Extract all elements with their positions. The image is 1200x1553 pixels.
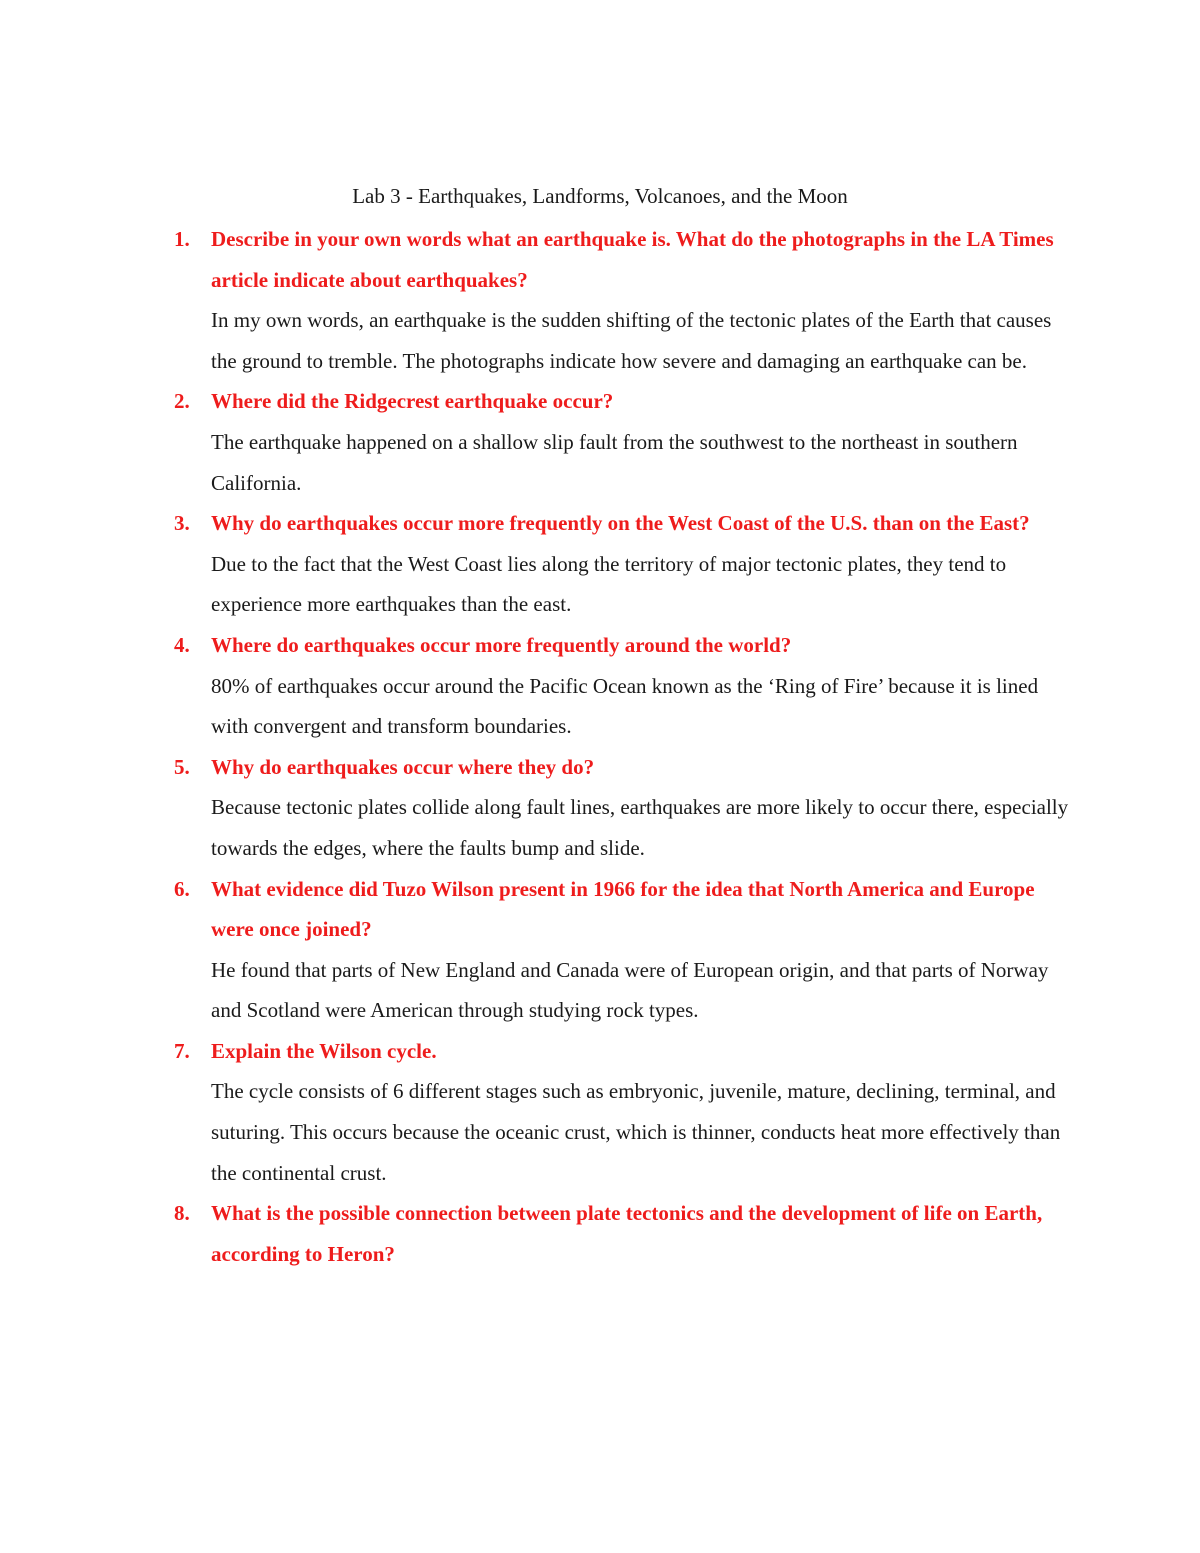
question-text: Why do earthquakes occur more frequently on the West Coast of the U.S. than on the East? (211, 511, 1030, 536)
question-number: 6. (174, 876, 190, 901)
question-text: Where do earthquakes occur more frequently around the world? (211, 632, 792, 657)
answer-text: He found that parts of New England and Canada were of European origin, and that parts of Norway and Scotland were American through studying rock types. (211, 957, 1049, 1023)
qa-item-4 (0, 625, 1200, 747)
question-number: 3. (174, 511, 190, 536)
answer-text: The earthquake happened on a shallow slip fault from the southwest to the northeast in southern California. (211, 429, 1018, 495)
qa-item-1 (0, 219, 1200, 381)
question-text: What evidence did Tuzo Wilson present in 1966 for the idea that North America and Europe were once joined? (211, 876, 1035, 942)
question-number: 5. (174, 754, 190, 779)
answer-text: The cycle consists of 6 different stages such as embryonic, juvenile, mature, declining, terminal, and suturing. This occurs because the oceanic crust, which is thinner, conducts heat more effectively than the continental crust. (211, 1079, 1061, 1185)
document-title: Lab 3 - Earthquakes, Landforms, Volcanoes, and the Moon (352, 184, 848, 208)
question-list (0, 219, 1200, 1274)
qa-item-2 (0, 381, 1200, 503)
question-number: 2. (174, 389, 190, 414)
question-text: Why do earthquakes occur where they do? (211, 754, 595, 779)
question-text: Where did the Ridgecrest earthquake occur? (211, 389, 614, 414)
answer-text: 80% of earthquakes occur around the Pacific Ocean known as the ‘Ring of Fire’ because it is lined with convergent and transform boundaries. (211, 673, 1039, 739)
answer-text: In my own words, an earthquake is the sudden shifting of the tectonic plates of the Earth that causes the ground to tremble. The photographs indicate how severe and damaging an earthquake can be. (211, 308, 1052, 373)
qa-item-6 (0, 869, 1200, 1031)
qa-item-5 (0, 747, 1200, 869)
question-number: 8. (174, 1201, 190, 1226)
qa-item-8 (0, 1193, 1200, 1274)
question-number: 7. (174, 1038, 190, 1063)
question-number: 1. (174, 227, 190, 251)
qa-item-3 (0, 503, 1200, 625)
question-text: Describe in your own words what an earthquake is. What do the photographs in the LA Times article indicate about earthquakes? (211, 227, 1054, 292)
question-number: 4. (174, 632, 190, 657)
question-text: What is the possible connection between plate tectonics and the development of life on Earth, according to Heron? (211, 1201, 1043, 1266)
answer-text: Because tectonic plates collide along fault lines, earthquakes are more likely to occur there, especially towards the edges, where the faults bump and slide. (211, 795, 1069, 860)
question-text: Explain the Wilson cycle. (211, 1038, 437, 1063)
qa-item-7 (0, 1031, 1200, 1193)
answer-text: Due to the fact that the West Coast lies along the territory of major tectonic plates, they tend to experience more earthquakes than the east. (211, 551, 1007, 617)
